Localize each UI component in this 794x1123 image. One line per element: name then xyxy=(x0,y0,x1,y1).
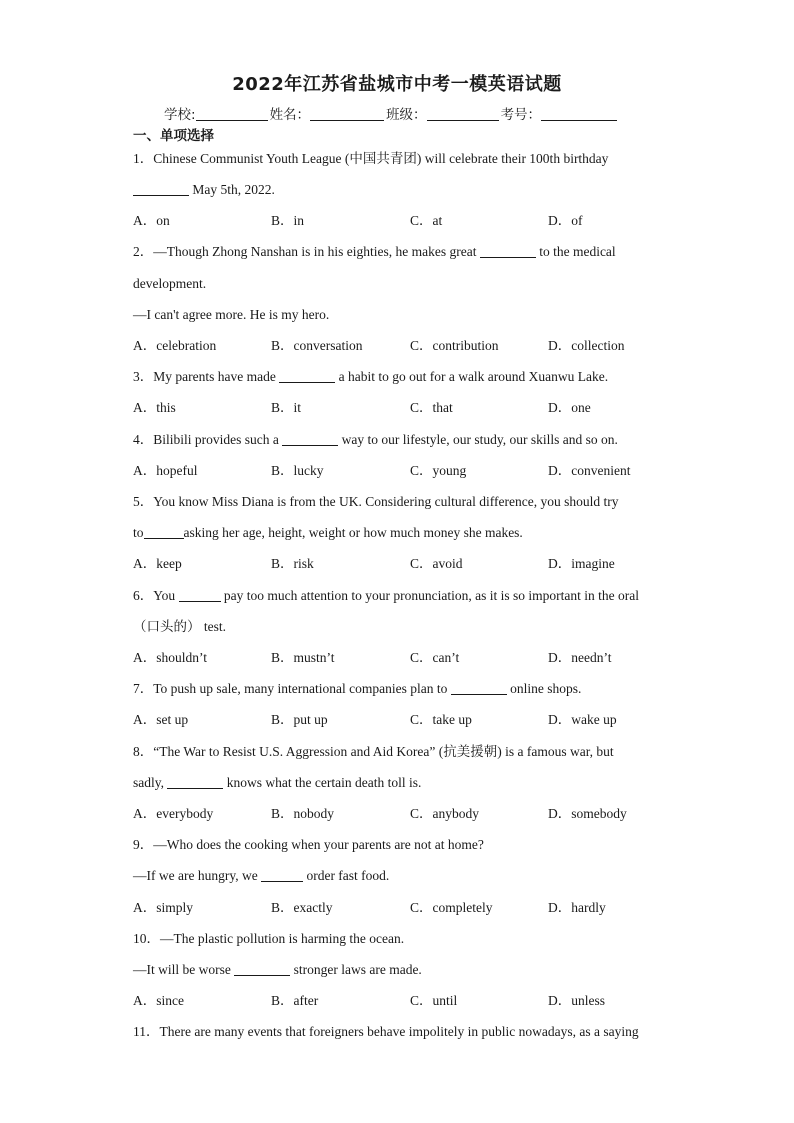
question-10-reply: —It will be worse stronger laws are made. xyxy=(133,962,422,977)
question-9-stem: 9．—Who does the cooking when your parents are not at home? xyxy=(133,837,484,852)
answer-blank xyxy=(282,432,338,446)
class-blank xyxy=(427,106,499,121)
question-1-option-c: C．at xyxy=(410,213,443,228)
question-7-stem: 7．To push up sale, many international companies plan to online shops. xyxy=(133,681,582,696)
question-9-option-b: B．exactly xyxy=(271,900,333,915)
question-7-option-d: D．wake up xyxy=(548,712,617,727)
question-2-stem-line2: development. xyxy=(133,276,207,291)
question-4-option-b: B．lucky xyxy=(271,463,324,478)
question-3-stem: 3．My parents have made a habit to go out for a walk around Xuanwu Lake. xyxy=(133,369,609,384)
question-2-option-a: A．celebration xyxy=(133,338,217,353)
question-10-option-d: D．unless xyxy=(548,993,605,1008)
class-label: 班级： xyxy=(386,107,427,123)
answer-blank xyxy=(451,681,507,695)
answer-blank xyxy=(480,244,536,258)
question-5-stem-line2: to asking her age, height, weight or how much money she makes. xyxy=(133,525,523,540)
student-info-row xyxy=(164,103,619,123)
exam-no-blank xyxy=(541,106,617,121)
question-5-option-b: B．risk xyxy=(271,556,314,571)
question-2-reply: —I can't agree more. He is my hero. xyxy=(133,307,330,322)
question-5-option-a: A．keep xyxy=(133,556,182,571)
question-9-option-c: C．completely xyxy=(410,900,493,915)
page-title: 2022年江苏省盐城市中考一模英语试题 xyxy=(232,74,562,95)
question-6-option-b: B．mustn’t xyxy=(271,650,335,665)
answer-blank xyxy=(279,369,335,383)
name-blank xyxy=(310,106,384,121)
question-2-option-c: C．contribution xyxy=(410,338,499,353)
section-title: 一、单项选择 xyxy=(133,128,214,144)
question-2-option-b: B．conversation xyxy=(271,338,363,353)
question-8-option-c: C．anybody xyxy=(410,806,479,821)
answer-blank xyxy=(234,962,290,976)
question-4-option-a: A．hopeful xyxy=(133,463,198,478)
question-5-stem: 5．You know Miss Diana is from the UK. Considering cultural difference, you should try xyxy=(133,494,619,509)
answer-blank xyxy=(179,588,221,602)
question-5-option-c: C．avoid xyxy=(410,556,463,571)
question-8-option-b: B．nobody xyxy=(271,806,335,821)
question-4-option-c: C．young xyxy=(410,463,467,478)
question-5-option-d: D．imagine xyxy=(548,556,615,571)
question-9-option-a: A．simply xyxy=(133,900,194,915)
question-8-option-d: D．somebody xyxy=(548,806,627,821)
answer-blank xyxy=(167,775,223,789)
school-label: 学校: xyxy=(164,107,196,123)
question-2-option-d: D．collection xyxy=(548,338,625,353)
question-8-option-a: A．everybody xyxy=(133,806,214,821)
question-11-stem: 11．There are many events that foreigners behave impolitely in public nowadays, as a saying xyxy=(133,1024,639,1039)
question-6-option-d: D．needn’t xyxy=(548,650,612,665)
answer-blank xyxy=(261,868,303,882)
question-3-option-a: A．this xyxy=(133,400,176,415)
question-7-option-a: A．set up xyxy=(133,712,189,727)
question-6-option-a: A．shouldn’t xyxy=(133,650,208,665)
question-1-stem-line2: May 5th, 2022. xyxy=(133,181,275,199)
question-1-option-d: D．of xyxy=(548,213,583,228)
question-9-reply: —If we are hungry, we order fast food. xyxy=(133,868,390,883)
question-7-option-c: C．take up xyxy=(410,712,472,727)
question-7-option-b: B．put up xyxy=(271,712,328,727)
question-10-option-b: B．after xyxy=(271,993,319,1008)
question-2-stem: 2．—Though Zhong Nanshan is in his eighties, he makes great to the medical xyxy=(133,244,616,259)
school-blank xyxy=(196,106,268,121)
question-3-option-d: D．one xyxy=(548,400,591,415)
question-6-stem: 6．You pay too much attention to your pronunciation, as it is so important in the oral xyxy=(133,588,639,603)
question-8-stem-line2: sadly, knows what the certain death toll is. xyxy=(133,775,422,790)
answer-blank xyxy=(144,525,184,539)
question-3-option-c: C．that xyxy=(410,400,453,415)
question-9-option-d: D．hardly xyxy=(548,900,606,915)
question-10-option-a: A．since xyxy=(133,993,184,1008)
question-3-option-b: B．it xyxy=(271,400,302,415)
name-label: 姓名： xyxy=(269,107,311,123)
question-4-stem: 4．Bilibili provides such a way to our lifestyle, our study, our skills and so on. xyxy=(133,432,618,447)
question-4-option-d: D．convenient xyxy=(548,463,631,478)
question-10-stem: 10．—The plastic pollution is harming the ocean. xyxy=(133,931,405,946)
question-10-option-c: C．until xyxy=(410,993,458,1008)
answer-blank xyxy=(133,182,189,196)
question-6-option-c: C．can’t xyxy=(410,650,460,665)
question-1-stem: 1．Chinese Communist Youth League (中国共青团) will celebrate their 100th birthday xyxy=(133,151,609,166)
question-8-stem: 8．“The War to Resist U.S. Aggression and Aid Korea” (抗美援朝) is a famous war, but xyxy=(133,744,614,759)
exam-no-label: 考号： xyxy=(500,107,542,123)
question-1-option-b: B．in xyxy=(271,213,305,228)
question-6-stem-line2: （口头的） test. xyxy=(133,619,226,634)
question-1-option-a: A．on xyxy=(133,213,170,228)
